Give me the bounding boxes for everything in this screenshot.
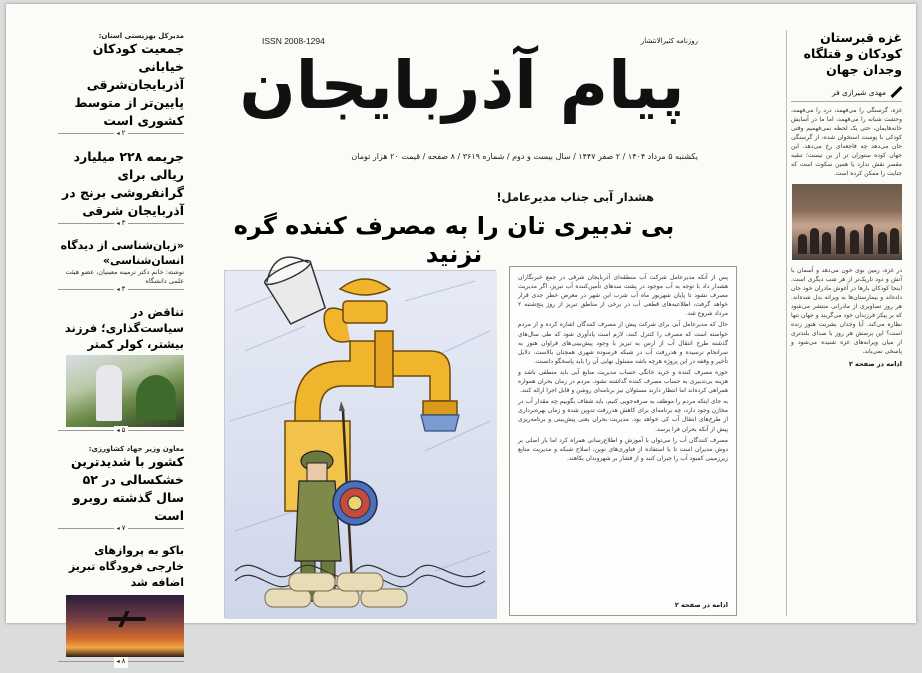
newspaper-logo: پیام آذربایجان [239, 47, 685, 124]
page-ref: ۳ ◂ [58, 223, 184, 235]
article-paragraph: به جای اینکه مردم را موظف به صرفه‌جویی کنیم، باید شفاف بگوییم چه مقدار آب در مخازن وجود دارد، چه برنامه‌ای برای کاهش هدررفت تدوین شده و زمان بهره‌برداری از طرح‌های انتقال آب کی خواهد بود. مدیریت بحران یعنی پیش‌بینی و برنامه‌ریزی پیش از آنکه بحران فرا برسد. [518, 398, 728, 433]
main-article [509, 266, 737, 616]
issn-number: ISSN 2008-1294 [262, 36, 325, 46]
author-name: مهدی شیرازی فر [831, 87, 886, 97]
news-headline: کشور با شدیدترین خشکسالی در ۵۲ سال گذشته روبرو است [71, 454, 184, 523]
news-kicker: مدیرکل بهزیستی استان: [98, 32, 184, 40]
news-headline: باکو به پروازهای خارجی فرودگاه تبریز اضافه شد [68, 544, 184, 589]
article-paragraph: پس از آنکه مدیرعامل شرکت آب منطقه‌ای آذربایجان شرقی در جمع خبرنگاران هشدار داد با توجه به آب موجود در پشت سدهای تأمین‌کننده آب تبریز، اگر مدیریت مصرف نشود تا پایان شهریور ماه آب شرب این شهر در معرض خطر جدی قرار خواهد گرفت، اطلاعیه‌های قطعی آب در برخی از مناطق تبریز از روز پنج‌شنبه ۲ مرداد شروع شد. [518, 274, 728, 318]
article-paragraph: حوزه مصرف کننده و خرید خانگی حساب مدیریت منابع آبی باید منطقی باشد و هزینه بی‌تدبیری به حساب مصرف کننده گذاشته نشود. مردم در زمان بحران همواره همراهی کرده‌اند اما انتظار دارند مسئولان نیز برنامه‌ای روشن و قابل اجرا ارائه کنند. [518, 368, 728, 395]
continued-link[interactable]: ادامه در صفحه ۲ [848, 360, 902, 368]
news-item[interactable] [58, 445, 184, 525]
news-item[interactable] [58, 304, 184, 427]
news-headline: تناقض در سیاست‌گذاری؛ فرزند بیشتر، کولر کمتر [64, 305, 184, 351]
news-headline: جمعیت کودکان خیابانی آذربایجان‌شرقی پایین‌تر از متوسط کشوری است [74, 41, 184, 128]
page-ref: ۵ ◂ [58, 430, 184, 442]
article-paragraph: مصرف کنندگان آب را می‌توان با آموزش و اطلاع‌رسانی همراه کرد اما بار اصلی بر دوش مدیران است تا با استفاده از فناوری‌های نوین، اصلاح شبکه و مدیریت منابع زیرزمینی کمبود آب را جبران کنند و از فشار بر شهروندان بکاهند. [518, 436, 728, 462]
cooler-repair-photo [66, 355, 184, 427]
column-text: غزه، گرسنگی را می‌فهمد، درد را می‌فهمد، وحشت شبانه را می‌فهمد، اما ما در آسایش خانه‌هایمان، حتی یک لحظه نمی‌فهمیم وقتی کودکی با پوست استخوان شده، از گرسنگی جان می‌دهد چه فاجعه‌ای رخ می‌دهد. این جهان کوده ستوزان تر از ین نیست؛ تنقیه مقصر نقش ندارد یا همین سکوت است که جنایت را ممکن کرده است. [791, 107, 902, 177]
news-kicker: معاون وزیر جهاد کشاورزی: [88, 445, 184, 453]
gaza-crowd-photo [792, 184, 902, 260]
editorial-cartoon [224, 270, 496, 618]
news-item[interactable] [58, 32, 184, 130]
airplane-icon [108, 617, 146, 621]
masthead [206, 32, 718, 161]
paper-type: روزنامه کثیرالانتشار [640, 37, 698, 45]
pen-icon [890, 86, 902, 98]
page-ref: ۲ ◂ [58, 133, 184, 145]
continued-link[interactable]: ادامه در صفحه ۲ [674, 601, 728, 609]
page-ref: ۸ ◂ [58, 661, 184, 673]
news-item[interactable] [58, 238, 184, 286]
dateline: یکشنبه ۵ مرداد ۱۴۰۴ / ۲ صفر ۱۴۴۷ / سال بیست و دوم / شماره ۳۶۱۹ / ۸ صفحه / قیمت ۲۰ هزار تومان [351, 152, 698, 161]
main-headline: بی تدبیری تان را به مصرف کننده گره نزنید [233, 212, 675, 268]
airplane-sunset-photo [66, 595, 184, 657]
news-item[interactable] [58, 543, 184, 657]
left-column [58, 32, 184, 665]
news-headline: «زبان‌شناسی از دیدگاه انسان‌شناسی» [60, 239, 184, 267]
article-paragraph: حال که مدیرعامل آبی برای شرکت پیش از مصرف کنندگان اشاره کرده و از مردم خواسته است که مصرف را کنترل کنند، لازم است یادآوری شود که طی سال‌های گذشته طرح انتقال آب از ارس به تبریز با وجود پیش‌بینی‌های فراوان هنوز به سرانجام نرسیده و هدررفت آب در شبکه فرسوده شهری همچنان بالاست. دلایل تأخیر و وقفه در این پروژه هرچه باشد مسئول نهایی آن را باید پاسخگو دانست. [518, 321, 728, 365]
page-ref: ۷ ◂ [58, 528, 184, 540]
news-headline: جریمه ۲۲۸ میلیارد ریالی برای گرانفروشی برنج در آذربایجان شرقی [62, 149, 184, 218]
newspaper-page [6, 4, 916, 665]
main-kicker: هشدار آبی جناب مدیرعامل! [496, 190, 654, 204]
right-column [786, 30, 902, 616]
news-item[interactable] [58, 148, 184, 220]
column-headline: غزه قبرستان کودکان و قتلگاه وجدان جهان [803, 30, 902, 77]
news-subline: نوشته: خانم دکتر نرمینه معینیان، عضو هیئت علمی دانشگاه [65, 268, 184, 285]
page-ref: ۴ ◂ [58, 289, 184, 301]
faucet-soldier-illustration [225, 271, 497, 619]
author-byline [791, 86, 902, 102]
column-text: در غزه، زمین بوی خون می‌دهد و آسمان با آتش و دود تاریک‌تر از هر شب دیگری است. اینجا کودکان بارها در آغوش مادران خود جان داده‌اند و بیمارستان‌ها به ویرانه بدل شده‌اند. هر روز تصاویری از مادرانی منتشر می‌شود که بر پیکر فرزندان خود می‌گریند و جهان تنها نظاره می‌کند. آیا وجدان بشریت هنوز زنده است؟ این پرسش هر روز با صدای بلندتری از میان ویرانه‌های غزه شنیده می‌شود و پاسخی نمی‌یابد. [791, 267, 902, 355]
